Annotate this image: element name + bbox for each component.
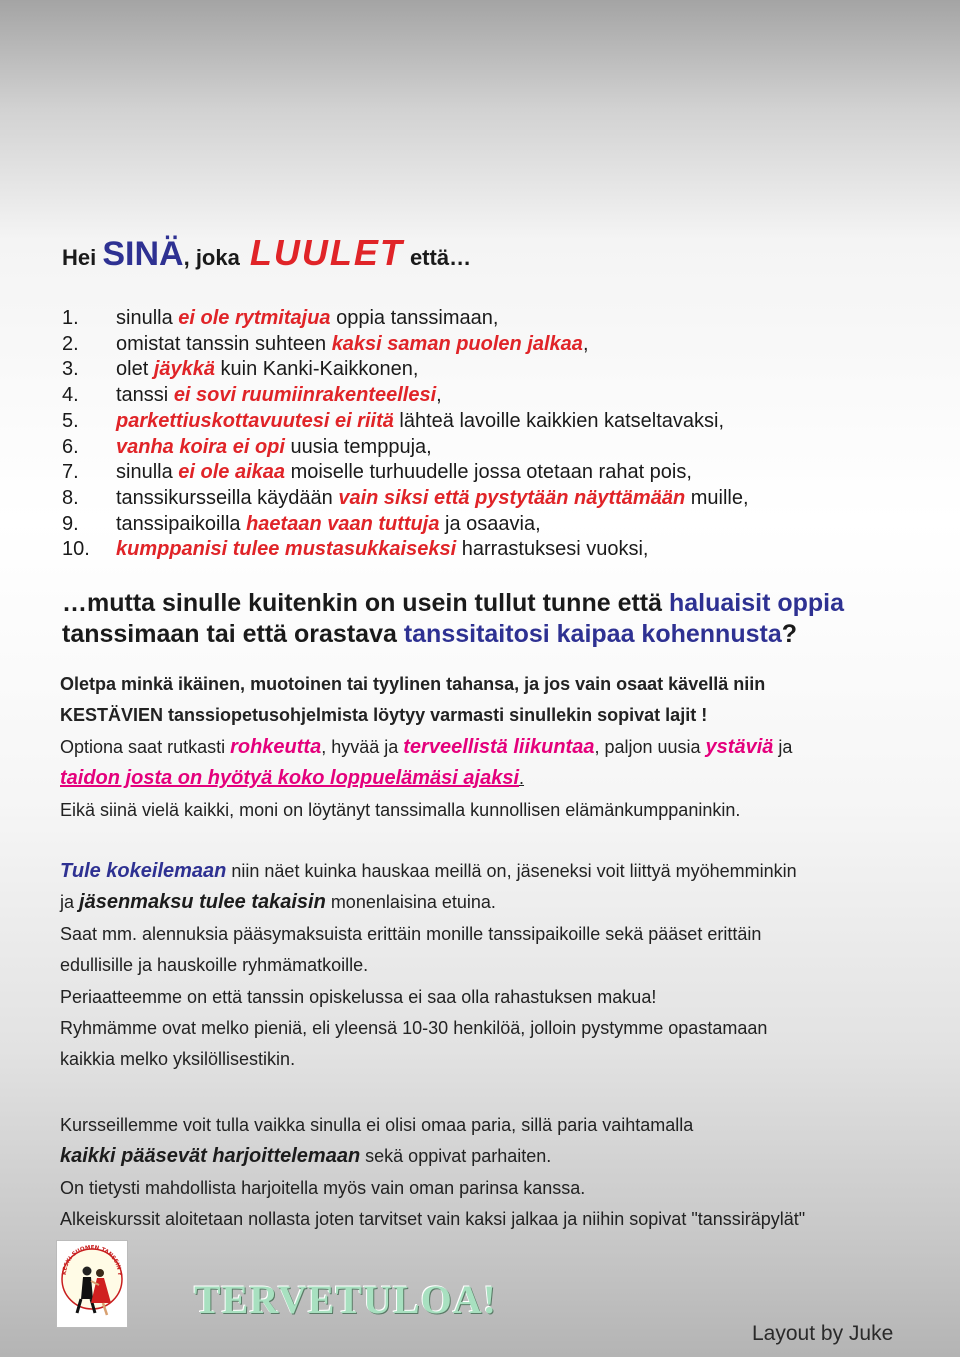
list-item-number: 1. [62, 307, 79, 329]
list-item-number: 2. [62, 332, 79, 355]
paragraph-join [60, 856, 797, 1076]
paragraph-offer-line-3: Optiona saat rutkasti rohkeutta, hyvää ja terveellistä liikuntaa, paljon uusia ystäviä ja [60, 735, 793, 758]
list-item-text: moiselle turhuudelle jossa otetaan rahat pois, [285, 461, 692, 484]
list-item-number: 10. [62, 538, 90, 561]
list-item-number: 8. [62, 486, 79, 509]
highlight-kaikki-paasevat: kaikki pääsevät harjoittelemaan [60, 1145, 361, 1168]
list-item-number: 5. [62, 409, 79, 432]
paragraph-join-line-3: Saat mm. alennuksia pääsymaksuista erittäin monille tanssipaikoille sekä pääset erittäin [60, 923, 762, 944]
list-item-text: ja osaavia, [439, 512, 541, 535]
belief-list-item [62, 383, 749, 409]
paragraph-courses-line-2: kaikki pääsevät harjoittelemaan sekä oppivat parhaiten. [60, 1145, 552, 1168]
list-item-highlight: kaksi saman puolen jalkaa [331, 332, 583, 355]
belief-list-item [62, 332, 749, 358]
paragraph-offer-line-5: Eikä siinä vielä kaikki, moni on löytänyt tanssimalla kunnollisen elämänkumppaninkin. [60, 799, 741, 820]
list-item-text: sinulla [116, 461, 179, 484]
list-item-number: 3. [62, 358, 79, 381]
list-item-text: lähteä lavoille kaikkien katseltavaksi, [393, 409, 725, 432]
list-item-text: , [582, 332, 589, 355]
list-item-highlight: parkettiuskottavuutesi ei riitä [116, 409, 394, 432]
paragraph-join-line-4: edullisille ja hauskoille ryhmämatkoille. [60, 955, 369, 976]
heading-text-etta: että… [403, 245, 472, 270]
list-item-text: tanssikursseilla käydään [116, 486, 339, 509]
list-item-text: uusia temppuja, [284, 435, 432, 458]
belief-list-item [62, 435, 749, 461]
highlight-rohkeutta: rohkeutta [230, 735, 322, 758]
list-item-text: kuin Kanki-Kaikkonen, [214, 358, 419, 381]
welcome-text: TERVETULOA! [194, 1277, 497, 1322]
dancers-logo-icon [57, 1241, 127, 1327]
highlight-ystavia: ystäviä [705, 735, 774, 758]
list-item-text: omistat tanssin suhteen [116, 332, 332, 355]
paragraph-offer-line-4: taidon josta on hyötyä koko loppuelämäsi ajaksi. [60, 767, 525, 790]
list-item-highlight: vanha koira ei opi [116, 435, 285, 458]
belief-list [62, 306, 749, 563]
paragraph-join-line-5: Periaatteemme on että tanssin opiskelussa ei saa olla rahastuksen makua! [60, 986, 657, 1007]
highlight-liikuntaa: terveellistä liikuntaa [403, 735, 595, 758]
list-item-highlight: vain siksi että pystytään näyttämään [338, 486, 686, 509]
paragraph-offer-line-1: Oletpa minkä ikäinen, muotoinen tai tyylinen tahansa, ja jos vain osaat kävellä niin [60, 674, 766, 694]
question-line-2: tanssimaan tai että orastava tanssitaitosi kaipaa kohennusta? [62, 620, 798, 648]
paragraph-courses-line-3: On tietysti mahdollista harjoitella myös vain oman parinsa kanssa. [60, 1177, 586, 1198]
list-item-text: muille, [685, 486, 749, 509]
list-item-text: harrastuksesi vuoksi, [456, 538, 649, 561]
heading-word-luulet: LUULET [249, 232, 404, 273]
list-item-highlight: haetaan vaan tuttuja [246, 512, 440, 535]
belief-list-item [62, 306, 749, 332]
question-block [62, 588, 844, 650]
belief-list-item [62, 512, 749, 538]
belief-list-item [62, 460, 749, 486]
highlight-taidon: taidon josta on hyötyä koko loppuelämäsi ajaksi [60, 767, 520, 790]
list-item-text: tanssipaikoilla [116, 512, 247, 535]
belief-list-item [62, 357, 749, 383]
question-highlight-2: tanssitaitosi kaipaa kohennusta [403, 620, 782, 648]
list-item-text: tanssi [116, 384, 174, 407]
paragraph-courses-line-4: Alkeiskurssit aloitetaan nollasta joten tarvitset vain kaksi jalkaa ja niihin sopivat "tanssiräpylät" [60, 1209, 806, 1230]
paragraph-join-line-7: kaikkia melko yksilöllisestikin. [60, 1049, 296, 1070]
paragraph-join-line-2: ja jäsenmaksu tulee takaisin monenlaisina etuina. [60, 891, 496, 914]
highlight-tule-kokeilemaan: Tule kokeilemaan [60, 860, 227, 882]
highlight-jasenmaksu: jäsenmaksu tulee takaisin [79, 891, 326, 914]
list-item-number: 4. [62, 384, 79, 407]
list-item-text: olet [116, 358, 154, 381]
page-heading [62, 232, 471, 274]
paragraph-join-line-1: Tule kokeilemaan niin näet kuinka hauskaa meillä on, jäseneksi voit liittyä myöhemminkin [60, 860, 797, 882]
question-highlight-1: haluaisit oppia [668, 589, 845, 617]
list-item-number: 7. [62, 461, 79, 484]
heading-word-sina: SINÄ [102, 235, 184, 273]
layout-credit: Layout by Juke [752, 1322, 894, 1345]
svg-text:KESKI-SUOMEN TANSSIN YSTÄVÄT r: KESKI-SUOMEN TANSSIN Y [61, 1244, 123, 1276]
paragraph-join-line-6: Ryhmämme ovat melko pieniä, eli yleensä 10-30 henkilöä, jolloin pystymme opastamaan [60, 1018, 768, 1039]
list-item-highlight: ei ole aikaa [178, 461, 286, 484]
list-item-text: oppia tanssimaan, [330, 307, 499, 329]
club-logo [56, 1240, 128, 1328]
paragraph-courses [60, 1110, 805, 1236]
heading-text-hei: Hei [62, 245, 103, 270]
list-item-number: 6. [62, 435, 79, 458]
list-item-highlight: kumppanisi tulee mustasukkaiseksi [116, 538, 457, 561]
belief-list-item [62, 409, 749, 435]
question-line-1: …mutta sinulle kuitenkin on usein tullut tunne että haluaisit oppia [62, 589, 845, 617]
paragraph-courses-line-1: Kursseillemme voit tulla vaikka sinulla ei olisi omaa paria, sillä paria vaihtamalla [60, 1115, 694, 1135]
list-item-highlight: jäykkä [153, 358, 215, 381]
heading-text-joka: , joka [183, 245, 240, 270]
list-item-text: sinulla [116, 307, 179, 329]
list-item-number: 9. [62, 512, 79, 535]
list-item-text: , [436, 384, 442, 407]
paragraph-offer-line-2: KESTÄVIEN tanssiopetusohjelmista löytyy varmasti sinullekin sopivat lajit ! [60, 705, 708, 726]
paragraph-offer [60, 669, 792, 826]
list-item-highlight: ei ole rytmitajua [178, 307, 331, 329]
belief-list-item [62, 486, 749, 512]
belief-list-item [62, 537, 749, 563]
list-item-highlight: ei sovi ruumiinrakenteellesi [173, 384, 437, 407]
